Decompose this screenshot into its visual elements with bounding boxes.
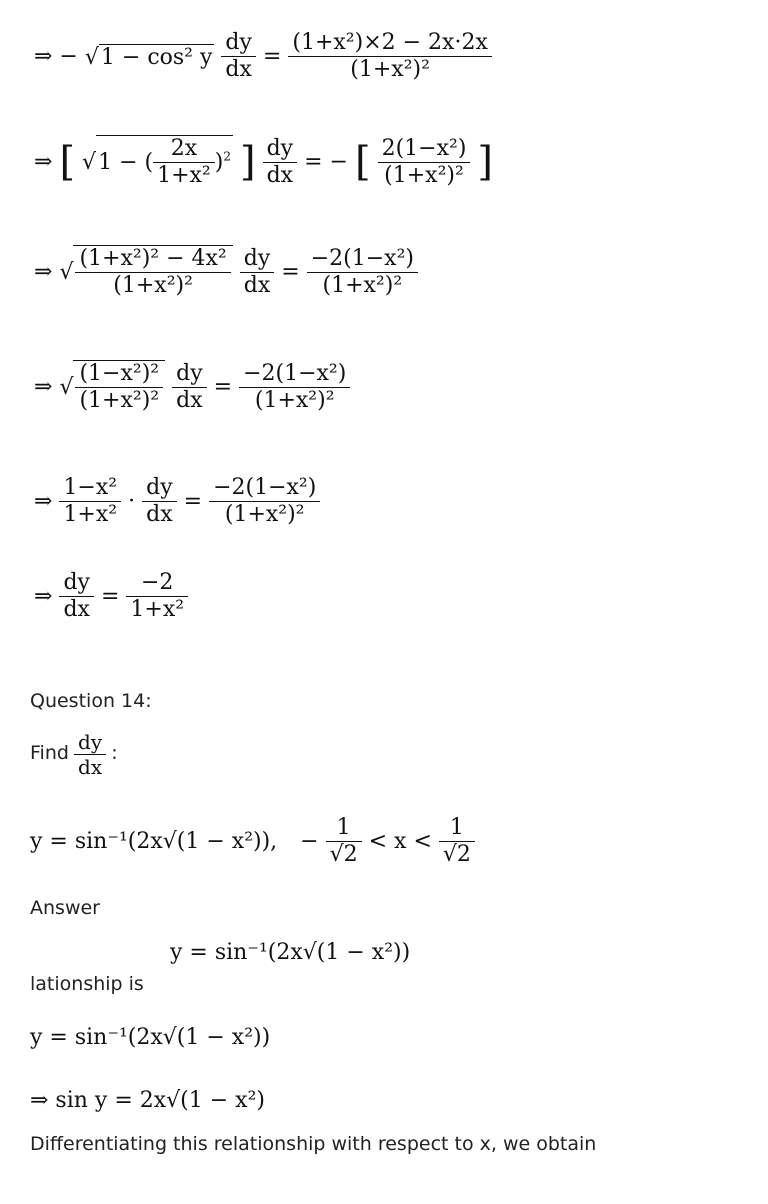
- numerator: (1−x²)²: [75, 361, 163, 388]
- numerator: dy: [59, 570, 94, 597]
- step-4: [34, 360, 350, 415]
- numerator: 1: [439, 815, 475, 842]
- range-fraction-right: [439, 815, 475, 869]
- step-6: [34, 570, 188, 624]
- step-2: [34, 135, 493, 190]
- dy-dx-fraction: [221, 30, 256, 84]
- equals-sign: =: [100, 583, 120, 609]
- denominator: dx: [243, 272, 271, 298]
- denominator: (1+x²)²: [384, 162, 464, 188]
- dot-operator: ·: [128, 488, 136, 514]
- rhs-fraction: [209, 475, 320, 529]
- numerator: 1: [326, 815, 362, 842]
- find-label: Find: [30, 742, 69, 764]
- left-bracket: [: [59, 139, 76, 186]
- rhs-fraction: [288, 30, 491, 84]
- implies-symbol: ⇒: [34, 374, 53, 400]
- step-3: [34, 245, 418, 300]
- numerator: dy: [221, 30, 256, 57]
- find-colon: :: [111, 742, 118, 764]
- numerator: 2x: [153, 136, 215, 163]
- relationship-equation: y = sin⁻¹(2x√(1 − x²)): [170, 940, 411, 965]
- dy-dx-fraction: [172, 361, 207, 415]
- relationship-label: lationship is: [30, 973, 144, 995]
- left-bracket: [: [354, 139, 371, 186]
- numerator: −2(1−x²): [307, 246, 418, 273]
- rhs-fraction: [126, 570, 188, 624]
- numerator: dy: [74, 730, 106, 755]
- radical: √ $\frac{\text{(1−x²)²}}{\text{(1+x²)²}}$: [59, 360, 165, 415]
- equation-text: y = sin⁻¹(2x√(1 − x²)),: [30, 828, 278, 854]
- numerator: (1+x²)×2 − 2x·2x: [288, 30, 491, 57]
- radical: √1 − ( $\frac{2x}{\text{1+x²}}$ )$^2$: [82, 136, 231, 189]
- differentiate-text: Differentiating this relationship with respect to x, we obtain: [30, 1133, 597, 1155]
- numerator: −2(1−x²): [209, 475, 320, 502]
- range-mid: < x <: [368, 828, 432, 854]
- equals-sign: =: [213, 374, 233, 400]
- right-bracket: ]: [239, 139, 256, 186]
- implies-symbol: ⇒: [34, 488, 53, 514]
- denominator: 1+x²: [63, 502, 118, 528]
- step-1: [34, 30, 492, 84]
- equals-sign: =: [281, 259, 300, 285]
- rhs-fraction: [378, 136, 471, 190]
- question-equation: [30, 815, 475, 869]
- denominator: (1+x²)²: [224, 502, 305, 528]
- question-label: Question 14:: [30, 690, 152, 712]
- denominator: dx: [63, 597, 90, 623]
- answer-label: Answer: [30, 897, 100, 919]
- dy-dx-fraction: [142, 475, 177, 529]
- numerator: 1−x²: [59, 475, 121, 502]
- find-line: [30, 730, 118, 779]
- denominator: (1+x²)²: [322, 272, 403, 298]
- range-minus: −: [300, 828, 319, 854]
- dy-dx-fraction: [59, 570, 94, 624]
- find-fraction: [74, 730, 106, 779]
- radicand-fraction: [75, 246, 230, 300]
- denominator: (1+x²)²: [113, 273, 193, 299]
- numerator: dy: [172, 361, 207, 388]
- numerator: dy: [142, 475, 177, 502]
- equals-sign: =: [183, 488, 203, 514]
- implies-symbol: ⇒: [34, 259, 53, 285]
- denominator: dx: [225, 57, 252, 83]
- answer-eq2: ⇒ sin y = 2x√(1 − x²): [30, 1088, 265, 1113]
- rhs-fraction: [307, 246, 418, 300]
- rhs-fraction: [239, 361, 350, 415]
- implies-symbol: ⇒ −: [34, 43, 78, 69]
- numerator: 2(1−x²): [378, 136, 471, 163]
- range-fraction-left: [326, 815, 362, 869]
- denominator: (1+x²)²: [254, 387, 335, 413]
- denominator: (1+x²)²: [79, 388, 160, 414]
- radicand-fraction: [75, 361, 163, 415]
- numerator: −2(1−x²): [239, 361, 350, 388]
- radicand: 1 − cos² y: [100, 44, 213, 70]
- equals-sign: =: [262, 43, 282, 69]
- dy-dx-fraction: [240, 246, 275, 300]
- right-bracket: ]: [477, 139, 494, 186]
- numerator: (1+x²)² − 4x²: [75, 246, 230, 273]
- numerator: dy: [240, 246, 275, 273]
- radical: √1 − cos² y: [84, 44, 213, 70]
- denominator: √2: [329, 842, 358, 868]
- radical: √ $\frac{\text{(1+x²)² − 4x²}}{\text{(1+x²)²}}$: [59, 245, 232, 300]
- inner-fraction: [153, 136, 215, 190]
- denominator: 1+x²: [157, 163, 211, 189]
- dy-dx-fraction: [263, 136, 298, 190]
- denominator: dx: [266, 162, 294, 188]
- denominator: dx: [176, 387, 203, 413]
- denominator: dx: [146, 502, 173, 528]
- step-5: [34, 475, 320, 529]
- equals-minus: = −: [304, 149, 348, 175]
- denominator: 1+x²: [130, 597, 185, 623]
- denominator: √2: [442, 842, 471, 868]
- denominator: dx: [78, 755, 103, 779]
- numerator: −2: [126, 570, 188, 597]
- implies-symbol: ⇒: [34, 583, 53, 609]
- numerator: dy: [263, 136, 298, 163]
- denominator: (1+x²)²: [350, 57, 430, 83]
- answer-eq1: y = sin⁻¹(2x√(1 − x²)): [30, 1025, 271, 1050]
- lhs-fraction: [59, 475, 121, 529]
- implies-symbol: ⇒: [34, 149, 53, 175]
